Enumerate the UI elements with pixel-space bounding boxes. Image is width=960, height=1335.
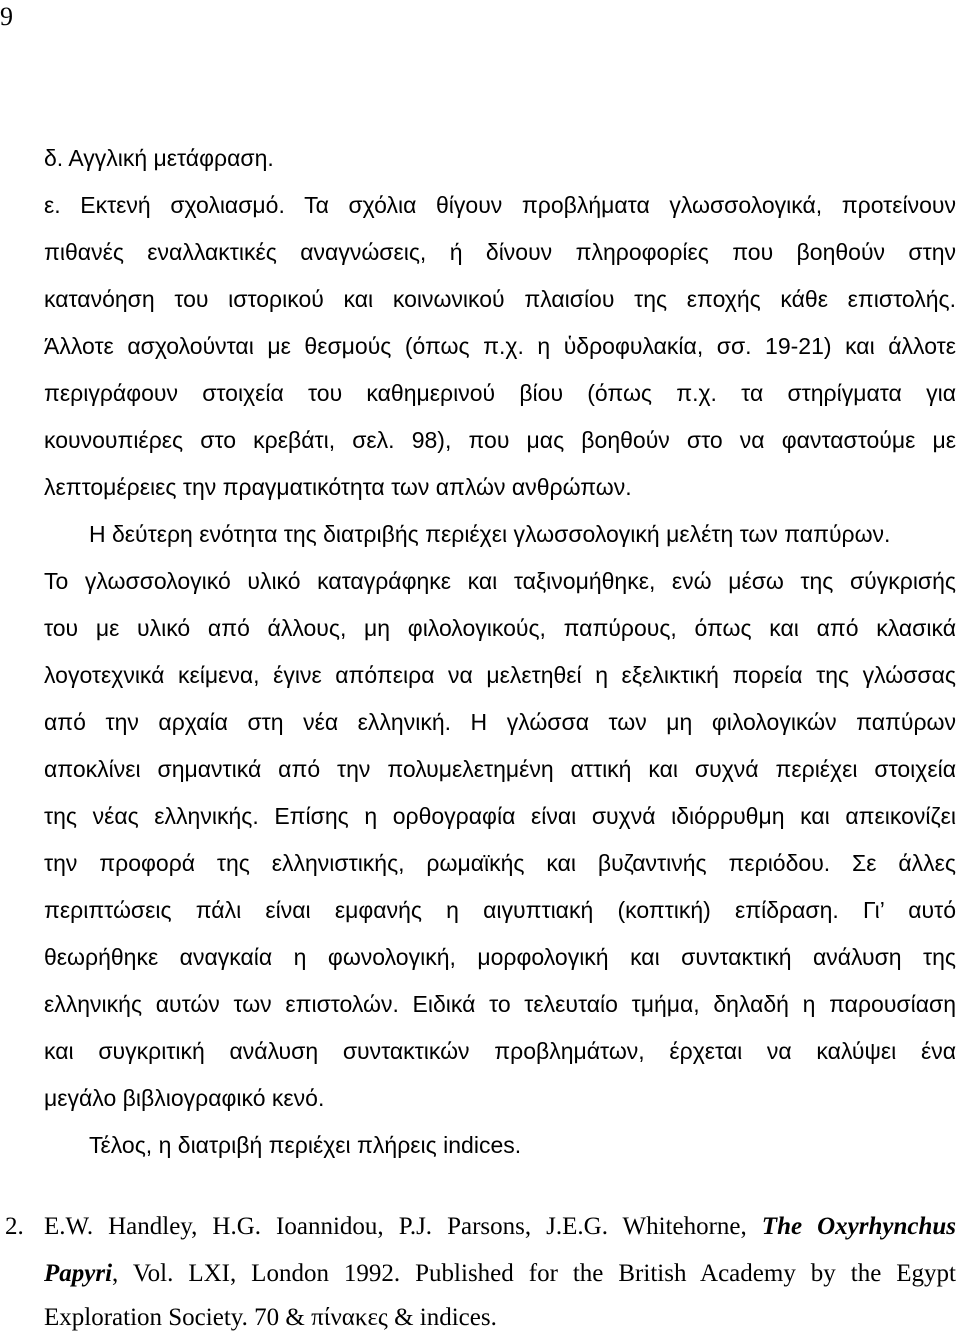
paragraph1-line: Άλλοτε ασχολούνται με θεσμούς (όπως π.χ. η ὑδροφυλακία, σσ. 19-21) και άλλοτε bbox=[44, 333, 956, 359]
reference-title: The Oxyrhynchus bbox=[761, 1213, 957, 1240]
paragraph2-line: μεγάλο βιβλιογραφικό κενό. bbox=[44, 1085, 325, 1111]
paragraph1-line: λεπτομέρειες την πραγματικότητα των απλών ανθρώπων. bbox=[44, 474, 632, 500]
paragraph2-line: λογοτεχνικά κείμενα, έγινε απόπειρα να μελετηθεί η εξελικτική πορεία της γλώσσας bbox=[44, 662, 956, 688]
paragraph1-line: κατανόηση του ιστορικού και κοινωνικού πλαισίου της εποχής κάθε επιστολής. bbox=[44, 286, 956, 312]
list-item-e bbox=[44, 191, 956, 219]
paragraph2-line: περιπτώσεις πάλι είναι εμφανής η αιγυπτιακή (κοπτική) επίδραση. Γι’ αυτό bbox=[44, 897, 956, 923]
paragraph2-line: του με υλικό από άλλους, μη φιλολογικούς, παπύρους, όπως και από κλασικά bbox=[44, 615, 956, 641]
reference-number: 2. bbox=[5, 1213, 24, 1240]
reference-details: , Vol. LXI, London 1992. Published for the British Academy by the Egypt bbox=[112, 1260, 956, 1287]
paragraph2-line: ελληνικής αυτών των επιστολών. Ειδικά το τελευταίο τμήμα, δηλαδή η παρουσίαση bbox=[44, 991, 956, 1017]
paragraph1-line: κουνουπιέρες στο κρεβάτι, σελ. 98), που μας βοηθούν στο να φανταστούμε με bbox=[44, 427, 956, 453]
page-number: 9 bbox=[0, 2, 13, 31]
paragraph2-line: και συγκριτική ανάλυση συντακτικών προβλημάτων, έρχεται να καλύψει ένα bbox=[44, 1038, 956, 1064]
reference-line bbox=[44, 1259, 956, 1289]
paragraph2-first-line: Η δεύτερη ενότητα της διατριβής περιέχει γλωσσολογική μελέτη των παπύρων. bbox=[89, 521, 891, 547]
reference-authors: E.W. Handley, H.G. Ioannidou, P.J. Parsons, J.E.G. Whitehorne, bbox=[44, 1213, 747, 1240]
list-item-e-label: ε. Εκτενή σχολιασμό. bbox=[44, 192, 285, 218]
paragraph2-line: την προφορά της ελληνιστικής, ρωμαϊκής και βυζαντινής περιόδου. Σε άλλες bbox=[44, 850, 956, 876]
reference-title-cont: Papyri bbox=[44, 1260, 113, 1287]
reference-line bbox=[44, 1212, 956, 1242]
paragraph1-line: περιγράφουν στοιχεία του καθημερινού βίου (όπως π.χ. τα στηρίγματα για bbox=[44, 380, 956, 406]
list-item-d: δ. Αγγλική μετάφραση. bbox=[44, 145, 274, 171]
paragraph2-line: θεωρήθηκε αναγκαία η φωνολογική, μορφολογική και συντακτική ανάλυση της bbox=[44, 944, 956, 970]
reference-line: Exploration Society. 70 & πίνακες & indices. bbox=[44, 1304, 497, 1331]
paragraph2-line: Το γλωσσολογικό υλικό καταγράφηκε και ταξινομήθηκε, ενώ μέσω της σύγκρισής bbox=[44, 568, 956, 594]
paragraph2-line: αποκλίνει σημαντικά από την πολυμελετημένη αττική και συχνά περιέχει στοιχεία bbox=[44, 756, 956, 782]
paragraph2-line: από την αρχαία στη νέα ελληνική. Η γλώσσα των μη φιλολογικών παπύρων bbox=[44, 709, 956, 735]
paragraph1-line: πιθανές εναλλακτικές αναγνώσεις, ή δίνουν πληροφορίες που βοηθούν στην bbox=[44, 239, 956, 265]
paragraph3: Τέλος, η διατριβή περιέχει πλήρεις indices. bbox=[89, 1132, 522, 1158]
paragraph1-line: Τα σχόλια θίγουν προβλήματα γλωσσολογικά, προτείνουν bbox=[304, 192, 956, 218]
paragraph2-line: της νέας ελληνικής. Επίσης η ορθογραφία είναι συχνά ιδιόρρυθμη και απεικονίζει bbox=[44, 803, 956, 829]
